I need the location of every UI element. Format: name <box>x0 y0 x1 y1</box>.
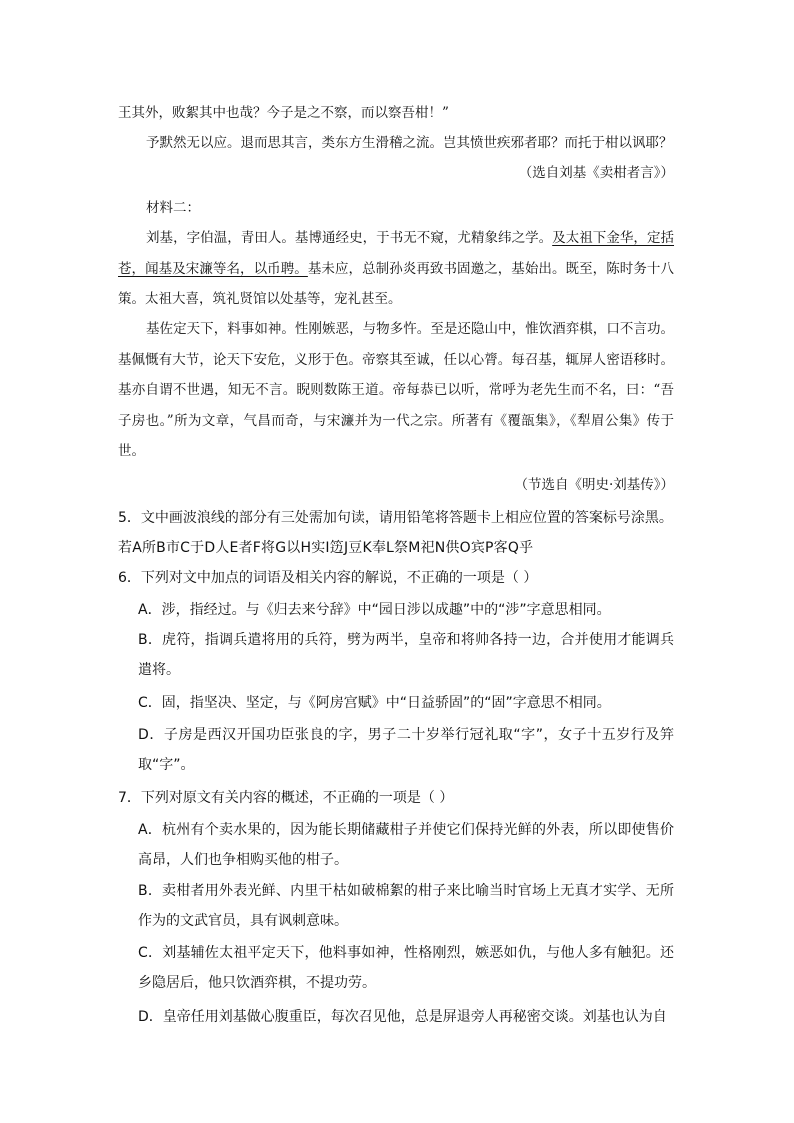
material2-p1-text-b: 基未应，总制孙炎再致书固邀之，基始出。既至，陈时务十八策。太祖大喜，筑礼贤馆以处基等，宠礼甚至。 <box>118 260 674 307</box>
question-7-option-a: A．杭州有个卖水果的，因为能长期储藏柑子并使它们保持光鲜的外表，所以即使售价高昂，人们也争相购买他的柑子。 <box>138 822 674 868</box>
question-7-option-b: B．卖柑者用外表光鲜、内里干枯如破棉絮的柑子来比喻当时官场上无真才实学、无所作为的文武官员，具有讽刺意味。 <box>138 883 674 929</box>
question-7-option-d: D．皇帝任用刘基做心腹重臣，每次召见他，总是屏退旁人再秘密交谈。刘基也认为自 <box>138 1009 667 1025</box>
question-6-option-a: A．涉，指经过。与《归去来兮辞》中“园日涉以成趣”中的“涉”字意思相同。 <box>138 602 611 618</box>
passage1-paragraph2: 予默然无以应。退而思其言，类东方生滑稽之流。岂其愤世疾邪者耶？而托于柑以讽耶？ <box>146 135 673 151</box>
question-6-option-d: D．子房是西汉开国功臣张良的字，男子二十岁举行冠礼取“字”，女子十五岁行及笄取“字”。 <box>138 727 674 773</box>
passage1-source: （选自刘基《卖柑者言》） <box>518 165 674 181</box>
question-5-stem: 5．文中画波浪线的部分有三处需加句读，请用铅笔将答题卡上相应位置的答案标号涂黑。 <box>118 510 673 526</box>
question-6-option-b: B．虎符，指调兵遣将用的兵符，劈为两半，皇帝和将帅各持一边，合并使用才能调兵遣将。 <box>138 632 674 678</box>
passage1-line1: 王其外，败絮其中也哉？今子是之不察，而以察吾柑！” <box>118 105 449 121</box>
material2-heading: 材料二： <box>146 200 200 216</box>
question-5-options: 若A所B市C于D人E者F将G以H实I笾J豆K奉L祭M祀N供O宾P客Q乎 <box>118 540 534 556</box>
material2-paragraph1 <box>118 223 674 315</box>
material2-source: （节选自《明史·刘基传》） <box>514 477 674 493</box>
question-6-option-c: C．固，指坚决、坚定，与《阿房宫赋》中“日益骄固”的“固”字意思不相同。 <box>138 695 611 711</box>
material2-paragraph2: 基佐定天下，料事如神。性刚嫉恶，与物多忤。至是还隐山中，惟饮酒弈棋，口不言功。基佩慨有大节，论天下安危，义形于色。帝察其至诚，任以心膂。每召基，辄屏人密语移时。基亦自谓不世遇，知无不言。睨则数陈王道。帝每恭已以听，常呼为老先生而不名，曰：“吾子房也。”所为文章，气昌而奇，与宋濂并为一代之宗。所著有《覆瓿集》，《犁眉公集》传于世。 <box>118 321 674 459</box>
material2-p1-text-a: 刘基，字伯温，青田人。基博通经史，于书无不窥，尤精象纬之学。 <box>146 230 553 246</box>
wavy-underlined-sentence: 及太祖下金华，定括苍，闻基及宋濂等名，以币聘。 <box>118 230 675 277</box>
question-7-option-c: C．刘基辅佐太祖平定天下，他料事如神，性格刚烈，嫉恶如仇，与他人多有触犯。还乡隐居后，他只饮酒弈棋，不提功劳。 <box>138 945 674 991</box>
question-6-stem: 6．下列对文中加点的词语及相关内容的解说，不正确的一项是（ ） <box>118 570 538 586</box>
question-7-stem: 7．下列对原文有关内容的概述，不正确的一项是（ ） <box>118 790 454 806</box>
